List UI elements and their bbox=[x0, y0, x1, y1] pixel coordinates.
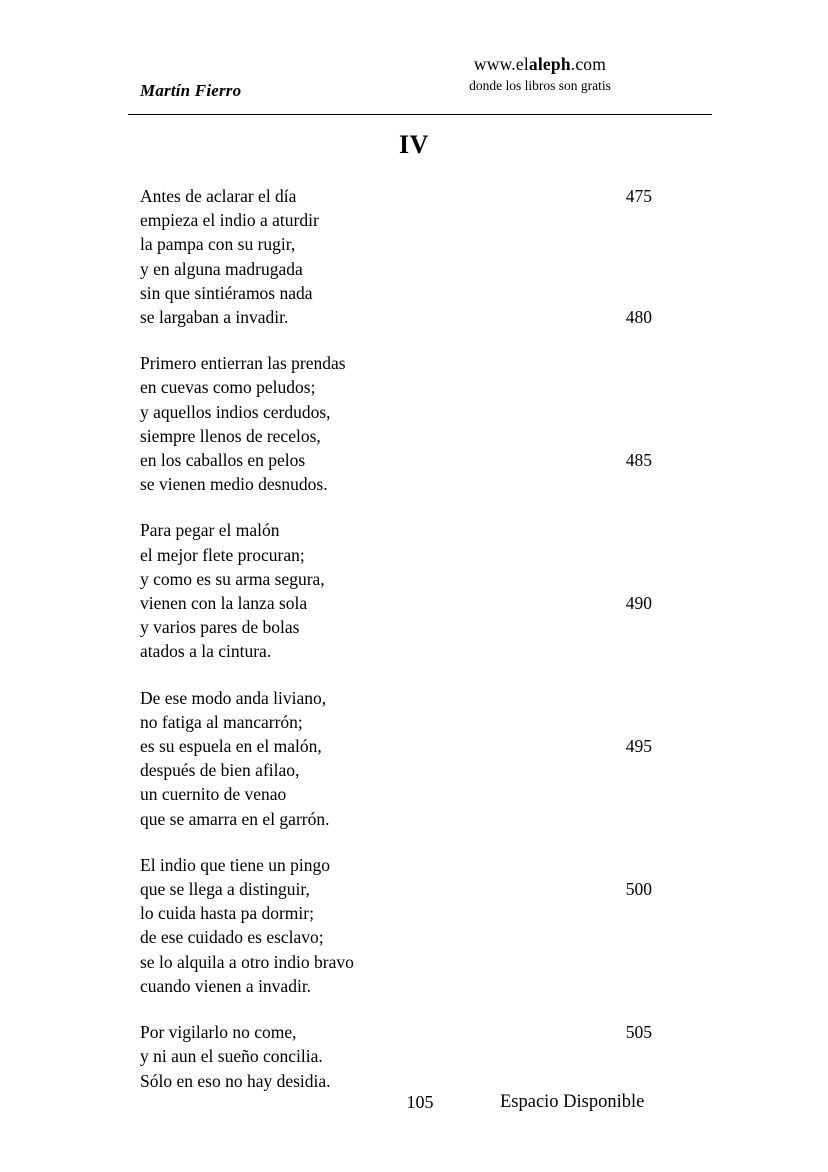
poem-line-text: se vienen medio desnudos. bbox=[140, 474, 328, 495]
poem-line bbox=[140, 257, 700, 281]
poem-line bbox=[140, 901, 700, 925]
site-url-bold: aleph bbox=[528, 54, 571, 74]
poem-line-text: en los caballos en pelos bbox=[140, 450, 306, 471]
page-number: 105 bbox=[406, 1092, 434, 1112]
poem-line-text: siempre llenos de recelos, bbox=[140, 425, 321, 446]
stanza bbox=[140, 1020, 700, 1093]
site-url bbox=[370, 52, 710, 76]
poem-line-text: y varios pares de bolas bbox=[140, 617, 300, 638]
poem-line-text: El indio que tiene un pingo bbox=[140, 854, 331, 875]
poem-line bbox=[140, 639, 700, 663]
site-tagline: donde los libros son gratis bbox=[469, 78, 611, 93]
poem-line-text: en cuevas como peludos; bbox=[140, 377, 316, 398]
poem-line-text: vienen con la lanza sola bbox=[140, 593, 308, 614]
poem-line-text: Primero entierran las prendas bbox=[140, 353, 346, 374]
page-footer bbox=[0, 1092, 828, 1132]
poem-line-text: atados a la cintura. bbox=[140, 641, 272, 662]
poem-line bbox=[140, 1044, 700, 1068]
canto-title: IV bbox=[399, 130, 429, 159]
poem-line-text: Antes de aclarar el día bbox=[140, 186, 297, 206]
poem-line bbox=[140, 351, 700, 375]
poem-line bbox=[140, 543, 700, 567]
site-branding bbox=[370, 52, 710, 96]
poem-line-number: 485 bbox=[625, 450, 652, 471]
poem-line-text: y como es su arma segura, bbox=[140, 568, 325, 589]
stanza bbox=[140, 184, 700, 329]
poem-line bbox=[140, 807, 700, 831]
poem-body bbox=[140, 184, 700, 1115]
poem-line bbox=[140, 184, 700, 208]
poem-line bbox=[140, 615, 700, 639]
site-url-prefix: www.el bbox=[473, 54, 529, 74]
poem-line-text: Por vigilarlo no come, bbox=[140, 1022, 297, 1043]
poem-line-text: es su espuela en el malón, bbox=[140, 736, 322, 757]
stanza bbox=[140, 518, 700, 663]
poem-line bbox=[140, 375, 700, 399]
poem-line bbox=[140, 1069, 700, 1093]
poem-line-text: no fatiga al mancarrón; bbox=[140, 711, 303, 732]
poem-line bbox=[140, 686, 700, 710]
poem-line-text: cuando vienen a invadir. bbox=[140, 975, 312, 996]
poem-line-number: 480 bbox=[625, 307, 652, 328]
poem-line-text: después de bien afilao, bbox=[140, 760, 300, 781]
poem-line-text: sin que sintiéramos nada bbox=[140, 282, 313, 303]
poem-line-number: 495 bbox=[625, 736, 652, 757]
poem-line bbox=[140, 734, 700, 758]
running-title: Martín Fierro bbox=[140, 81, 242, 100]
poem-line-text: Para pegar el malón bbox=[140, 520, 280, 541]
poem-line-text: se lo alquila a otro indio bravo bbox=[140, 951, 354, 972]
poem-line bbox=[140, 925, 700, 949]
poem-line-text: De ese modo anda liviano, bbox=[140, 687, 327, 708]
poem-line bbox=[140, 208, 700, 232]
poem-line bbox=[140, 1020, 700, 1044]
poem-line-text: y ni aun el sueño concilia. bbox=[140, 1046, 323, 1067]
poem-line-number: 505 bbox=[625, 1022, 652, 1043]
footer-note: Espacio Disponible bbox=[500, 1092, 645, 1112]
poem-line bbox=[140, 518, 700, 542]
poem-line bbox=[140, 758, 700, 782]
poem-line bbox=[140, 591, 700, 615]
poem-line bbox=[140, 472, 700, 496]
poem-line-text: empieza el indio a aturdir bbox=[140, 210, 319, 231]
poem-line-text: que se amarra en el garrón. bbox=[140, 808, 330, 829]
site-url-suffix: .com bbox=[570, 54, 607, 74]
poem-line bbox=[140, 853, 700, 877]
poem-line-text: que se llega a distinguir, bbox=[140, 879, 310, 900]
poem-line bbox=[140, 950, 700, 974]
poem-line-number: 490 bbox=[625, 593, 652, 614]
page-header bbox=[128, 52, 712, 114]
poem-line-text: y aquellos indios cerdudos, bbox=[140, 401, 331, 422]
poem-line bbox=[140, 448, 700, 472]
poem-line-text: y en alguna madrugada bbox=[140, 258, 303, 279]
poem-line bbox=[140, 877, 700, 901]
poem-line-text: el mejor flete procuran; bbox=[140, 544, 305, 565]
poem-line bbox=[140, 305, 700, 329]
poem-line bbox=[140, 400, 700, 424]
poem-line-text: la pampa con su rugir, bbox=[140, 234, 296, 255]
poem-line bbox=[140, 710, 700, 734]
poem-line-text: Sólo en eso no hay desidia. bbox=[140, 1070, 331, 1091]
poem-line-text: se largaban a invadir. bbox=[140, 307, 289, 328]
poem-line bbox=[140, 232, 700, 256]
poem-line-text: de ese cuidado es esclavo; bbox=[140, 927, 324, 948]
stanza bbox=[140, 686, 700, 831]
poem-line-number: 500 bbox=[625, 879, 652, 900]
stanza bbox=[140, 351, 700, 496]
poem-line bbox=[140, 281, 700, 305]
poem-line bbox=[140, 974, 700, 998]
poem-line-text: un cuernito de venao bbox=[140, 784, 287, 805]
poem-line-number: 475 bbox=[625, 186, 652, 206]
poem-line bbox=[140, 782, 700, 806]
poem-line bbox=[140, 567, 700, 591]
poem-line-text: lo cuida hasta pa dormir; bbox=[140, 903, 314, 924]
poem-line bbox=[140, 424, 700, 448]
stanza bbox=[140, 853, 700, 998]
header-divider bbox=[128, 114, 712, 115]
